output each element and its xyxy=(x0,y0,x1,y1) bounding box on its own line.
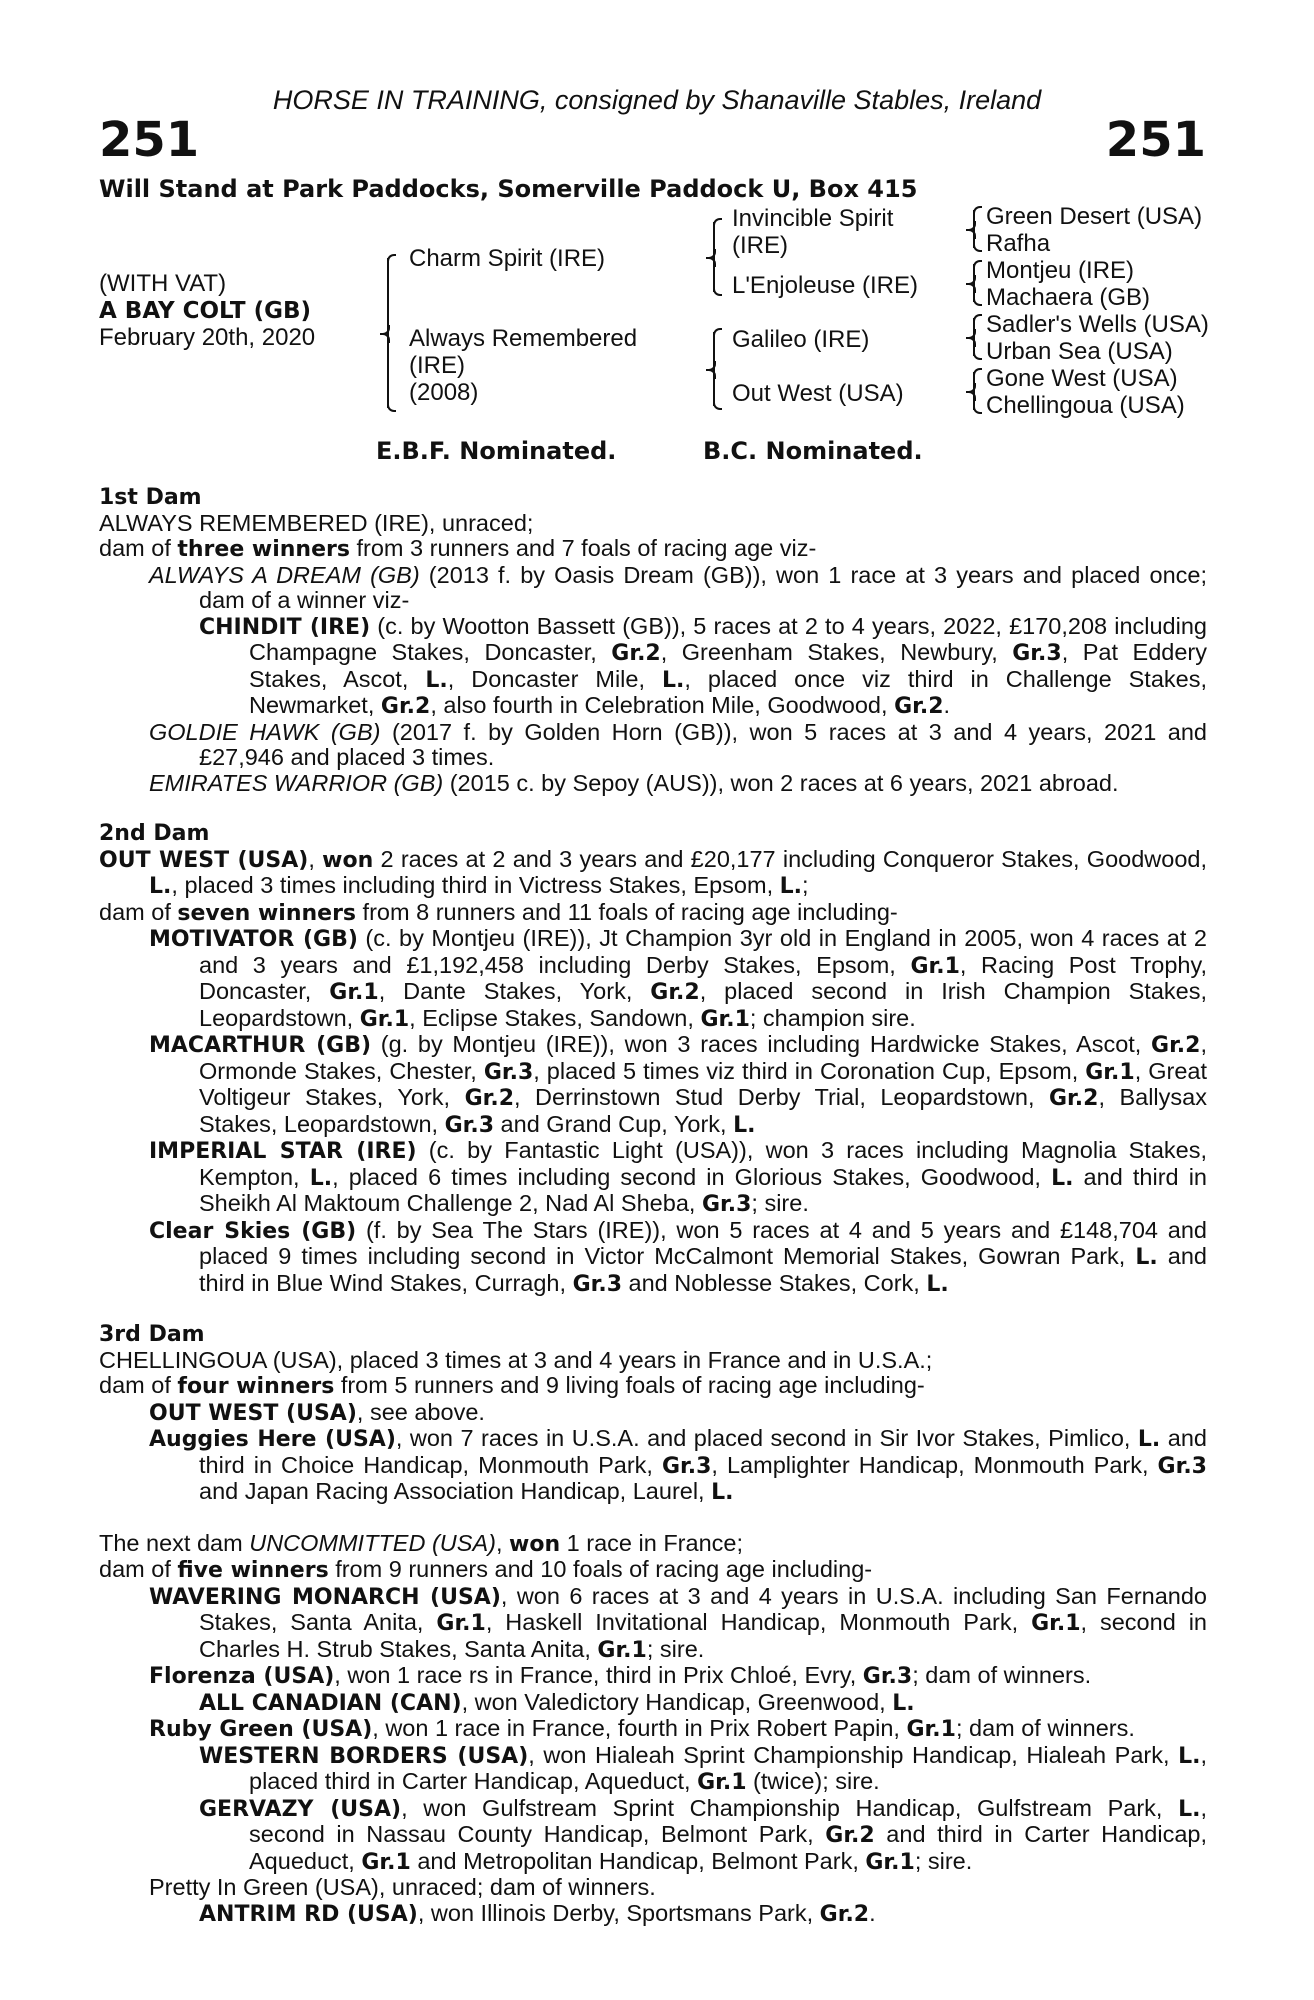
horse-name: A BAY COLT (GB) xyxy=(99,298,312,324)
pedigree-bracket-5 xyxy=(973,264,975,302)
third-dam-line: CHELLINGOUA (USA), placed 3 times at 3 and 4 years in France and in U.S.A.; xyxy=(99,1346,933,1373)
consignment-line: HORSE IN TRAINING, consigned by Shanaville Stables, Ireland xyxy=(272,85,1042,115)
second-dam-heading: 2nd Dam xyxy=(99,821,210,846)
pedigree-bracket-3 xyxy=(713,332,715,406)
pedigree-bracket-6 xyxy=(973,318,975,356)
lot-number-left: 251 xyxy=(99,112,200,168)
entry-emirates-warrior: EMIRATES WARRIOR (GB) (2015 c. by Sepoy (AUS)), won 2 races at 6 years, 2021 abroad. xyxy=(149,769,1119,796)
first-dam-produce: dam of three winners from 3 runners and 7 foals of racing age viz- xyxy=(99,535,817,562)
ebf-nominated: E.B.F. Nominated. xyxy=(376,437,617,465)
pedigree-bracket-2 xyxy=(713,222,715,292)
pedigree-bracket-1 xyxy=(387,258,389,408)
dam-line-2: (IRE) xyxy=(409,352,465,379)
entry-always-a-dream: ALWAYS A DREAM (GB) (2013 f. by Oasis Dream (GB)), won 1 race at 3 years and placed once; dam of a winner viz- xyxy=(149,561,1207,613)
stand-location: Will Stand at Park Paddocks, Somerville Paddock U, Box 415 xyxy=(99,175,918,203)
entry-motivator: MOTIVATOR (GB) (c. by Montjeu (IRE)), Jt Champion 3yr old in England in 2005, won 4 races at 2 and 3 years and £1,192,458 including Derby Stakes, Epsom, Gr.1, Racing Post Trophy, Doncaster, Gr.1, Dante Stakes, York, Gr.2, placed second in Irish Champion Stakes, Leopardstown, Gr.1, Eclipse Stakes, Sandown, Gr.1; champion sire. xyxy=(149,925,1207,1032)
third-dam-heading: 3rd Dam xyxy=(99,1322,205,1347)
entry-florenza: Florenza (USA), won 1 race rs in France, third in Prix Chloé, Evry, Gr.3; dam of winners. xyxy=(149,1662,1092,1689)
first-dam-heading: 1st Dam xyxy=(99,485,202,510)
sire: Charm Spirit (IRE) xyxy=(409,245,606,272)
g-3: Montjeu (IRE) xyxy=(986,257,1135,284)
bc-nominated: B.C. Nominated. xyxy=(703,437,923,465)
dam-sire: Galileo (IRE) xyxy=(732,326,870,353)
second-dam-produce: dam of seven winners from 8 runners and 11 foals of racing age including- xyxy=(99,898,898,926)
entry-clear-skies: Clear Skies (GB) (f. by Sea The Stars (IRE)), won 5 races at 4 and 5 years and £148,704 and placed 9 times including second in Victor McCalmont Memorial Stakes, Gowran Park, L. and third in Blue Wind Stakes, Curragh, Gr.3 and Noblesse Stakes, Cork, L. xyxy=(149,1216,1207,1297)
sire-sire-1: Invincible Spirit xyxy=(732,205,894,232)
dam-dam: Out West (USA) xyxy=(732,380,904,407)
next-dam-produce: dam of five winners from 9 runners and 10 foals of racing age including- xyxy=(99,1556,873,1583)
catalogue-body xyxy=(99,485,1207,1927)
dam-line-3: (2008) xyxy=(409,379,479,406)
entry-chindit: CHINDIT (IRE) (c. by Wootton Bassett (GB)), 5 races at 2 to 4 years, 2022, £170,208 including Champagne Stakes, Doncaster, Gr.2, Greenham Stakes, Newbury, Gr.3, Pat Eddery Stakes, Ascot, L., Doncaster Mile, L., placed once viz third in Challenge Stakes, Newmarket, Gr.2, also fourth in Celebration Mile, Goodwood, Gr.2. xyxy=(199,612,1208,719)
entry-wavering-monarch: WAVERING MONARCH (USA), won 6 races at 3 and 4 years in U.S.A. including San Fernando Stakes, Santa Anita, Gr.1, Haskell Invitational Handicap, Monmouth Park, Gr.1, second in Charles H. Strub Stakes, Santa Anita, Gr.1; sire. xyxy=(149,1582,1207,1663)
third-dam-produce: dam of four winners from 5 runners and 9 living foals of racing age including- xyxy=(99,1372,925,1399)
g-5: Sadler's Wells (USA) xyxy=(986,311,1209,338)
g-8: Chellingoua (USA) xyxy=(986,392,1185,419)
entry-antrim-rd: ANTRIM RD (USA), won Illinois Derby, Sportsmans Park, Gr.2. xyxy=(199,1899,876,1927)
second-dam-line: OUT WEST (USA), won 2 races at 2 and 3 years and £20,177 including Conqueror Stakes, Goodwood, L., placed 3 times including third in Victress Stakes, Epsom, L.; xyxy=(99,845,1208,899)
sire-dam: L'Enjoleuse (IRE) xyxy=(732,272,918,299)
vat-note: (WITH VAT) xyxy=(99,270,227,297)
sire-sire-2: (IRE) xyxy=(732,232,788,259)
g-6: Urban Sea (USA) xyxy=(986,338,1173,365)
entry-imperial-star: IMPERIAL STAR (IRE) (c. by Fantastic Light (USA)), won 3 races including Magnolia Stakes, Kempton, L., placed 6 times including second in Glorious Stakes, Goodwood, L. and third in Sheikh Al Maktoum Challenge 2, Nad Al Sheba, Gr.3; sire. xyxy=(149,1137,1208,1217)
dam-line-1: Always Remembered xyxy=(409,325,638,352)
entry-all-canadian: ALL CANADIAN (CAN), won Valedictory Handicap, Greenwood, L. xyxy=(199,1688,915,1716)
pedigree-bracket-7 xyxy=(973,372,975,410)
entry-goldie-hawk: GOLDIE HAWK (GB) (2017 f. by Golden Horn (GB)), won 5 races at 3 and 4 years, 2021 and £27,946 and placed 3 times. xyxy=(149,718,1207,770)
entry-western-borders: WESTERN BORDERS (USA), won Hialeah Sprint Championship Handicap, Hialeah Park, L., placed third in Carter Handicap, Aqueduct, Gr.1 (twice); sire. xyxy=(199,1741,1207,1795)
g-2: Rafha xyxy=(986,230,1051,257)
pedigree-bracket-4 xyxy=(973,210,975,248)
next-dam-line: The next dam UNCOMMITTED (USA), won 1 race in France; xyxy=(99,1529,743,1557)
g-4: Machaera (GB) xyxy=(986,284,1151,311)
entry-pretty-in-green: Pretty In Green (USA), unraced; dam of winners. xyxy=(149,1874,656,1900)
first-dam-line: ALWAYS REMEMBERED (IRE), unraced; xyxy=(99,509,534,536)
entry-gervazy: GERVAZY (USA), won Gulfstream Sprint Championship Handicap, Gulfstream Park, L., second in Nassau County Handicap, Belmont Park, Gr.2 and third in Carter Handicap, Aqueduct, Gr.1 and Metropolitan Handicap, Belmont Park, Gr.1; sire. xyxy=(199,1794,1208,1875)
lot-number-right: 251 xyxy=(1105,112,1206,168)
g-1: Green Desert (USA) xyxy=(986,203,1203,230)
entry-macarthur: MACARTHUR (GB) (g. by Montjeu (IRE)), won 3 races including Hardwicke Stakes, Ascot, Gr.2, Ormonde Stakes, Chester, Gr.3, placed 5 times viz third in Coronation Cup, Epsom, Gr.1, Great Voltigeur Stakes, York, Gr.2, Derrinstown Stud Derby Trial, Leopardstown, Gr.2, Ballysax Stakes, Leopardstown, Gr.3 and Grand Cup, York, L. xyxy=(149,1031,1207,1138)
entry-ruby-green: Ruby Green (USA), won 1 race in France, fourth in Prix Robert Papin, Gr.1; dam of winners. xyxy=(149,1715,1135,1742)
g-7: Gone West (USA) xyxy=(986,365,1178,392)
foaling-date: February 20th, 2020 xyxy=(99,324,316,351)
entry-auggies-here: Auggies Here (USA), won 7 races in U.S.A. and placed second in Sir Ivor Stakes, Pimlico, L. and third in Choice Handicap, Monmouth Park, Gr.3, Lamplighter Handicap, Monmouth Park, Gr.3 and Japan Racing Association Handicap, Laurel, L. xyxy=(149,1425,1207,1505)
entry-out-west: OUT WEST (USA), see above. xyxy=(149,1398,485,1426)
